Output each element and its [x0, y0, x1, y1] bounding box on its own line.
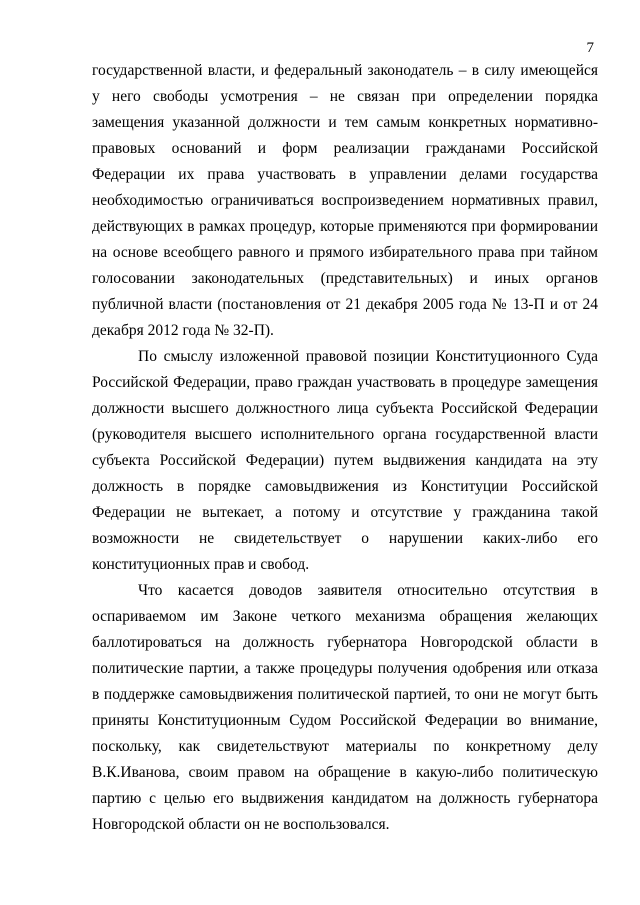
paragraph-legal-position: По смыслу изложенной правовой позиции Конституционного Суда Российской Федерации, право граждан участвовать в процедуре замещения должности высшего должностного лица субъекта Российской Федерации (руководителя высшего исполнительного органа государственной власти субъекта Российской Федерации) путем выдвижения кандидата на эту должность в порядке самовыдвижения из Конституции Российской Федерации не вытекает, а потому и отсутствие у гражданина такой возможности не свидетельствует о нарушении каких-либо его конституционных прав и свобод. [92, 348, 598, 573]
paragraph-applicant-arguments: Что касается доводов заявителя относительно отсутствия в оспариваемом им Законе четкого механизма обращения желающих баллотироваться на должность губернатора Новгородской области в политические партии, а также процедуры получения одобрения или отказа в поддержке самовыдвижения политической партией, то они не могут быть приняты Конституционным Судом Российской Федерации во внимание, поскольку, как свидетельствуют материалы по конкретному делу В.К.Иванова, своим правом на обращение в какую-либо политическую партию с целью его выдвижения кандидатом на должность губернатора Новгородской области он не воспользовался. [92, 582, 598, 833]
document-body [92, 58, 598, 838]
page-number: 7 [586, 40, 594, 56]
paragraph-continuation: государственной власти, и федеральный законодатель – в силу имеющейся у него свободы усмотрения – не связан при определении порядка замещения указанной должности и тем самым конкретных нормативно-правовых оснований и форм реализации гражданами Российской Федерации их права участвовать в управлении делами государства необходимостью ограничиваться воспроизведением нормативных правил, действующих в рамках процедур, которые применяются при формировании на основе всеобщего равного и прямого избирательного права при тайном голосовании законодательных (представительных) и иных органов публичной власти (постановления от 21 декабря 2005 года № 13-П и от 24 декабря 2012 года № 32-П). [92, 62, 598, 339]
